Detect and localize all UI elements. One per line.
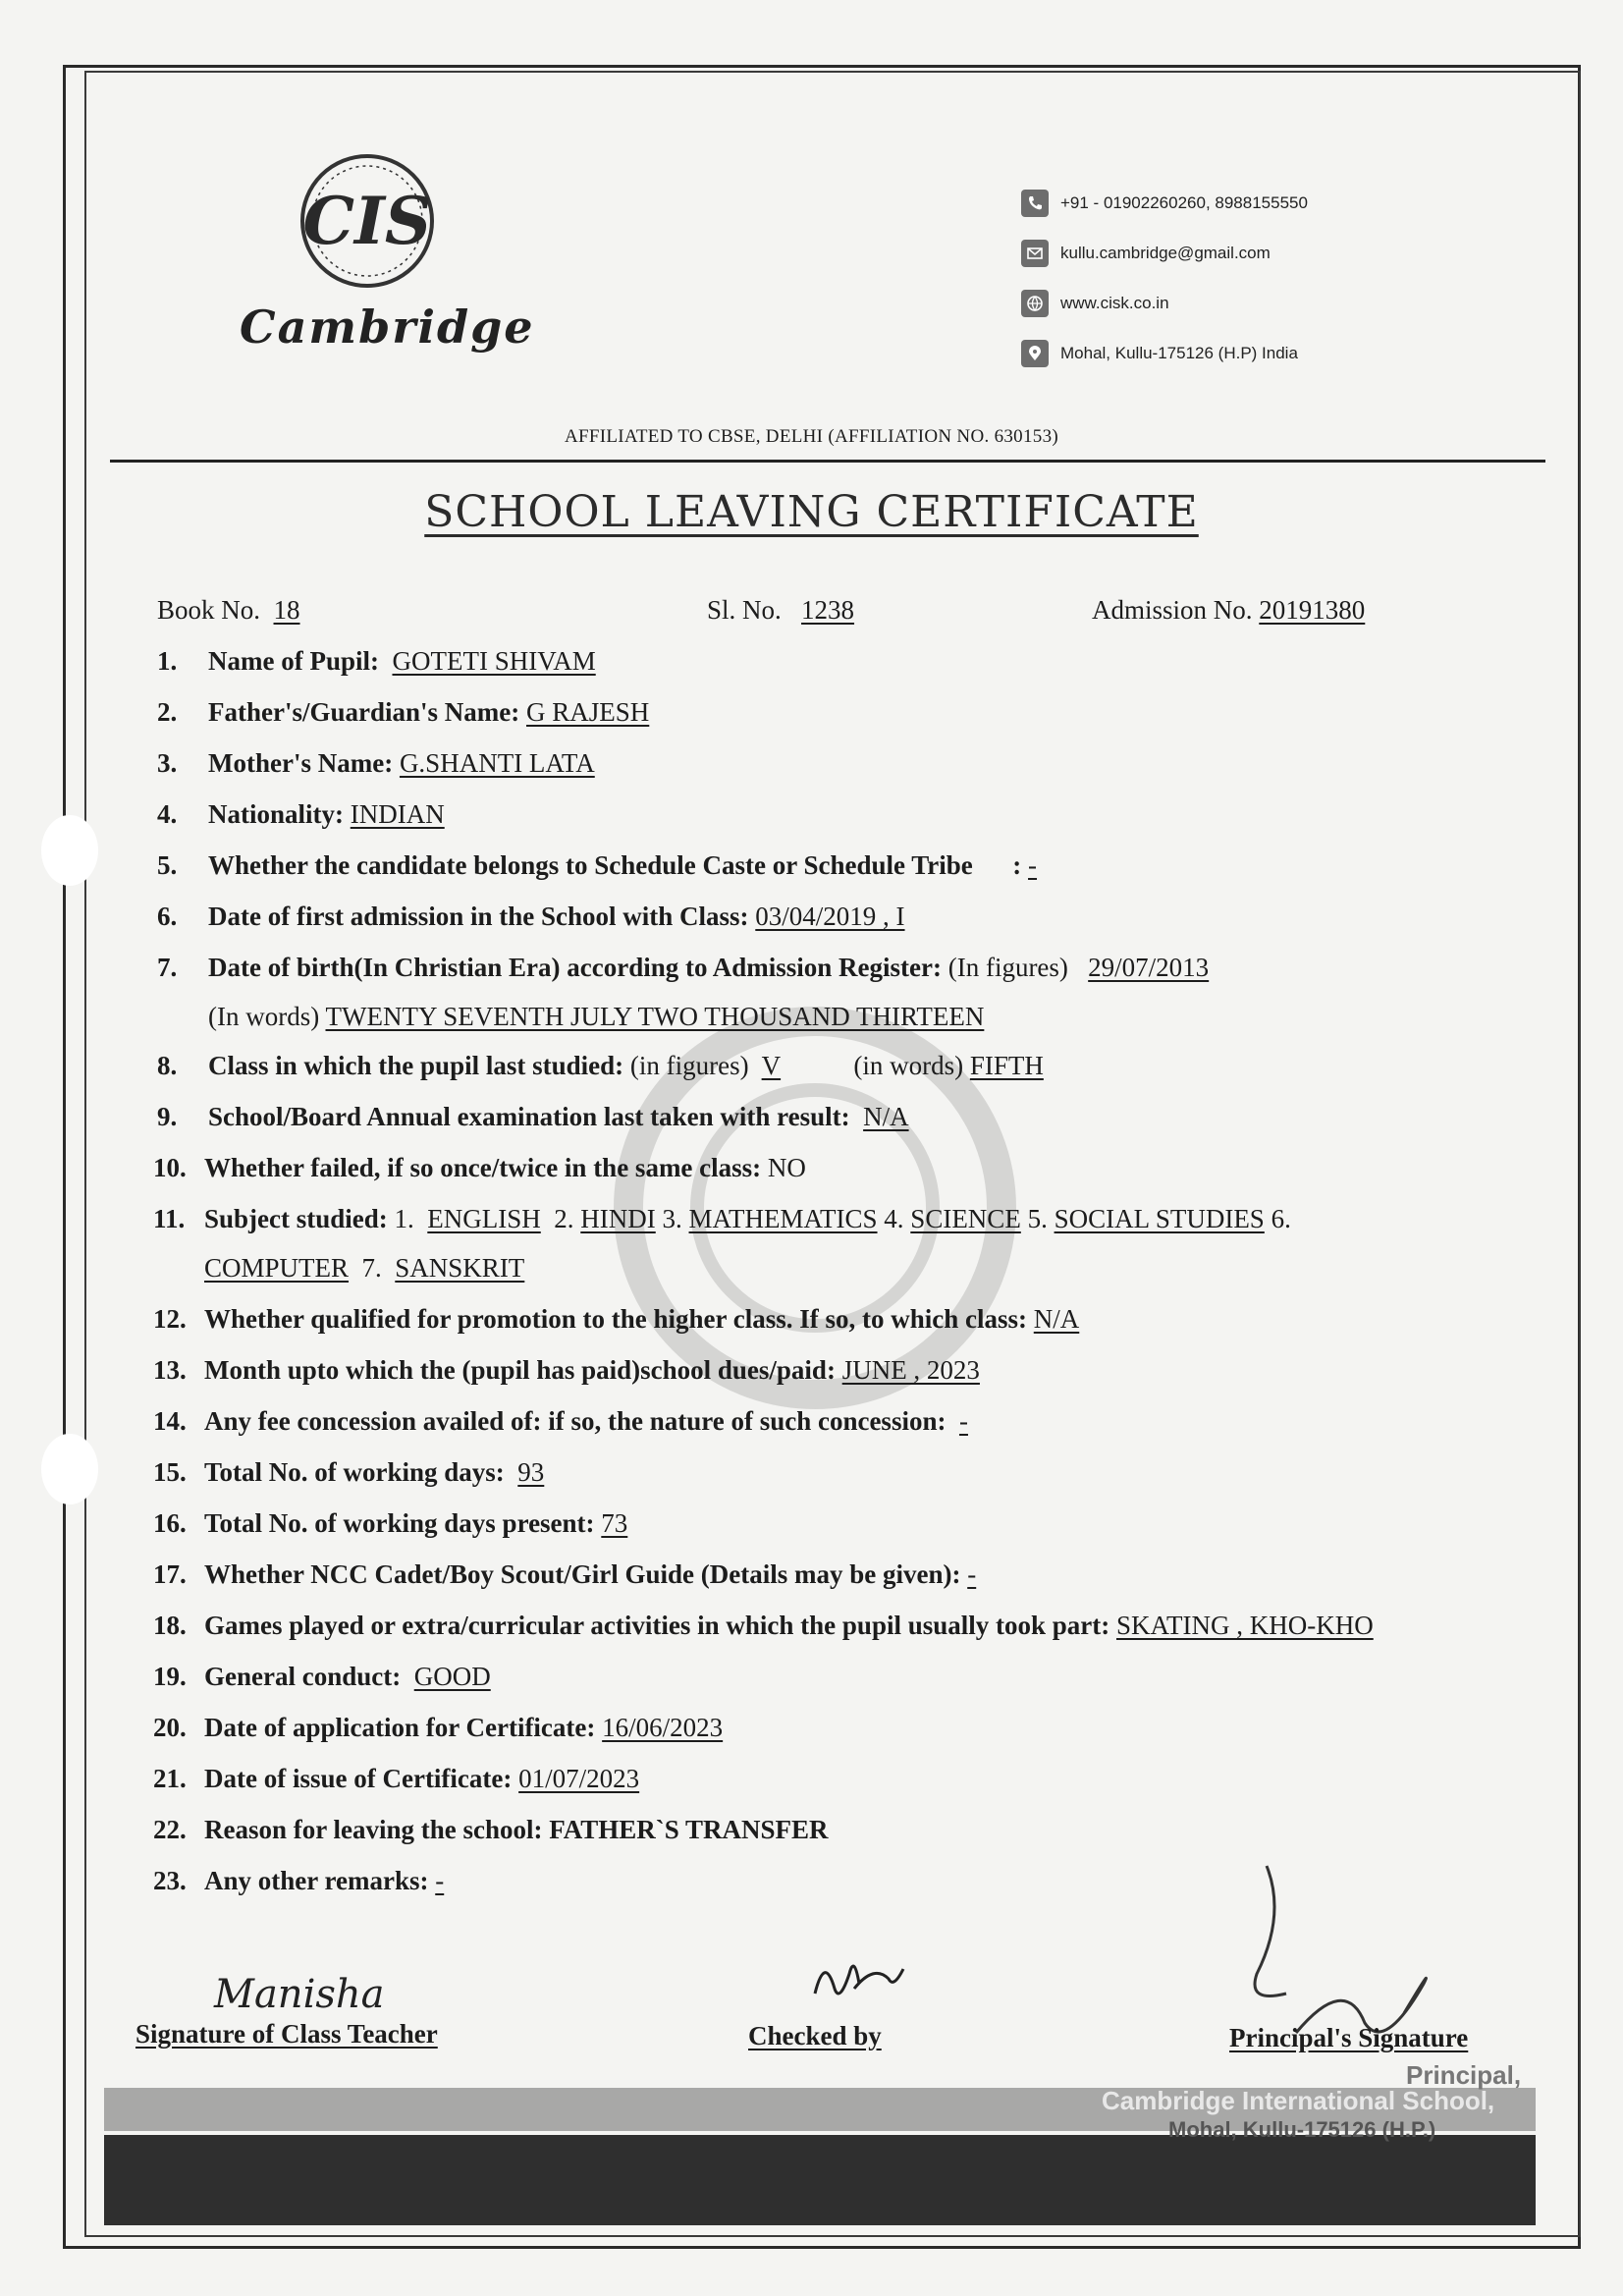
issue-date-value: 01/07/2023 [518,1764,640,1793]
contact-web-text: www.cisk.co.in [1060,294,1169,312]
class-words-value: FIFTH [969,1051,1044,1080]
svg-text:CIS: CIS [302,183,432,259]
dues-value: JUNE , 2023 [841,1355,980,1385]
item-7-words: (In words) TWENTY SEVENTH JULY TWO THOUSAND THIRTEEN [208,1002,985,1031]
serial-no: Sl. No. 1238 [707,595,855,625]
caste-value: - [1028,850,1038,880]
item-7: 7. Date of birth(In Christian Era) according to Admission Register: (In figures) 29/07/2013 [157,953,1210,982]
mother-name-value: G.SHANTI LATA [399,748,595,778]
punch-hole [41,815,98,886]
book-no-value: 18 [273,595,300,625]
item-16: 16. Total No. of working days present: 73 [153,1508,628,1538]
book-no: Book No. 18 [157,595,300,625]
phone-icon [1021,190,1049,217]
item-23: 23. Any other remarks: - [153,1866,445,1895]
subject-value: HINDI [580,1204,656,1233]
leaving-reason-value: FATHER`S TRANSFER [549,1815,829,1844]
logo-wordmark: Cambridge [240,301,535,354]
certificate-title: SCHOOL LEAVING CERTIFICATE [424,487,1199,537]
item-1: 1. Name of Pupil: GOTETI SHIVAM [157,646,596,676]
footer-bar [104,2135,1536,2225]
contact-address [1021,337,1308,370]
class-figures-value: V [761,1051,782,1080]
item-9: 9. School/Board Annual examination last taken with result: N/A [157,1102,909,1131]
exam-result-value: N/A [863,1102,909,1131]
globe-icon [1021,290,1049,317]
checked-by-signature-icon [795,1935,913,2023]
item-22: 22. Reason for leaving the school: FATHER`S TRANSFER [153,1815,829,1844]
stamp-address: Mohal, Kullu-175126 (H.P.) [1168,2117,1436,2142]
application-date-value: 16/06/2023 [602,1713,724,1742]
header-divider [110,460,1545,463]
item-21: 21. Date of issue of Certificate: 01/07/2023 [153,1764,640,1793]
dob-figures-value: 29/07/2013 [1088,953,1210,982]
subject-value: ENGLISH [427,1204,541,1233]
contact-web [1021,287,1308,320]
admission-no: Admission No. 20191380 [1092,595,1366,625]
contact-phone [1021,187,1308,220]
contact-email-text: kullu.cambridge@gmail.com [1060,244,1271,262]
principal-signature-label: Principal's Signature [1229,2023,1469,2052]
ncc-value: - [967,1559,977,1589]
nationality-value: INDIAN [350,799,445,829]
item-5: 5. Whether the candidate belongs to Schedule Caste or Schedule Tribe : - [157,850,1038,880]
subject-value: SCIENCE [910,1204,1021,1233]
mail-icon [1021,240,1049,267]
stamp-school: Cambridge International School, [1102,2086,1495,2115]
item-6: 6. Date of first admission in the School with Class: 03/04/2019 , I [157,902,905,931]
item-18: 18. Games played or extra/curricular activities in which the pupil usually took part: SKATING , KHO-KHO [153,1611,1374,1640]
contact-address-text: Mohal, Kullu-175126 (H.P) India [1060,344,1298,362]
item-12: 12. Whether qualified for promotion to the higher class. If so, to which class: N/A [153,1304,1080,1334]
subject-value: MATHEMATICS [688,1204,878,1233]
item-15: 15. Total No. of working days: 93 [153,1457,545,1487]
item-4: 4. Nationality: INDIAN [157,799,445,829]
item-8: 8. Class in which the pupil last studied: (in figures) V (in words) FIFTH [157,1051,1044,1080]
location-icon [1021,340,1049,367]
father-name-value: G RAJESH [526,697,650,727]
stamp-title: Principal, [1406,2060,1522,2090]
teacher-signature-icon [210,1964,406,2023]
subject-value: SANSKRIT [395,1253,525,1283]
checked-by-label: Checked by [748,2021,882,2050]
item-17: 17. Whether NCC Cadet/Boy Scout/Girl Guide (Details may be given): - [153,1559,977,1589]
item-20: 20. Date of application for Certificate: 16/06/2023 [153,1713,724,1742]
svg-text:Manisha: Manisha [214,1972,385,2017]
item-2: 2. Father's/Guardian's Name: G RAJESH [157,697,650,727]
days-present-value: 73 [601,1508,628,1538]
subject-value: COMPUTER [204,1253,350,1283]
failed-value: NO [767,1153,806,1182]
contact-phone-text: +91 - 01902260260, 8988155550 [1060,193,1308,212]
dob-words-value: TWENTY SEVENTH JULY TWO THOUSAND THIRTEEN [325,1002,985,1031]
conduct-value: GOOD [413,1662,491,1691]
contact-email [1021,237,1308,270]
working-days-value: 93 [517,1457,545,1487]
admission-date-value: 03/04/2019 , I [755,902,905,931]
teacher-signature-label: Signature of Class Teacher [135,2019,438,2049]
activities-value: SKATING , KHO-KHO [1116,1611,1374,1640]
item-19: 19. General conduct: GOOD [153,1662,491,1691]
pupil-name-value: GOTETI SHIVAM [392,646,596,676]
contact-block [1021,187,1308,387]
punch-hole [41,1434,98,1504]
cis-crest-icon [294,147,441,295]
item-11-cont: COMPUTER 7. SANSKRIT [204,1253,525,1283]
remarks-value: - [435,1866,445,1895]
item-13: 13. Month upto which the (pupil has paid)school dues/paid: JUNE , 2023 [153,1355,980,1385]
affiliation-line: AFFILIATED TO CBSE, DELHI (AFFILIATION NO. 630153) [564,426,1058,447]
item-14: 14. Any fee concession availed of: if so, the nature of such concession: - [153,1406,968,1436]
school-logo [240,147,535,354]
admission-no-value: 20191380 [1259,595,1366,625]
subject-value: SOCIAL STUDIES [1054,1204,1265,1233]
serial-no-value: 1238 [801,595,855,625]
item-11: 11. Subject studied: 1. ENGLISH 2. HINDI 3. MATHEMATICS 4. SCIENCE 5. SOCIAL STUDIES 6. [153,1204,1291,1233]
item-3: 3. Mother's Name: G.SHANTI LATA [157,748,595,778]
concession-value: - [958,1406,968,1436]
promotion-value: N/A [1033,1304,1080,1334]
item-10: 10. Whether failed, if so once/twice in the same class: NO [153,1153,806,1182]
